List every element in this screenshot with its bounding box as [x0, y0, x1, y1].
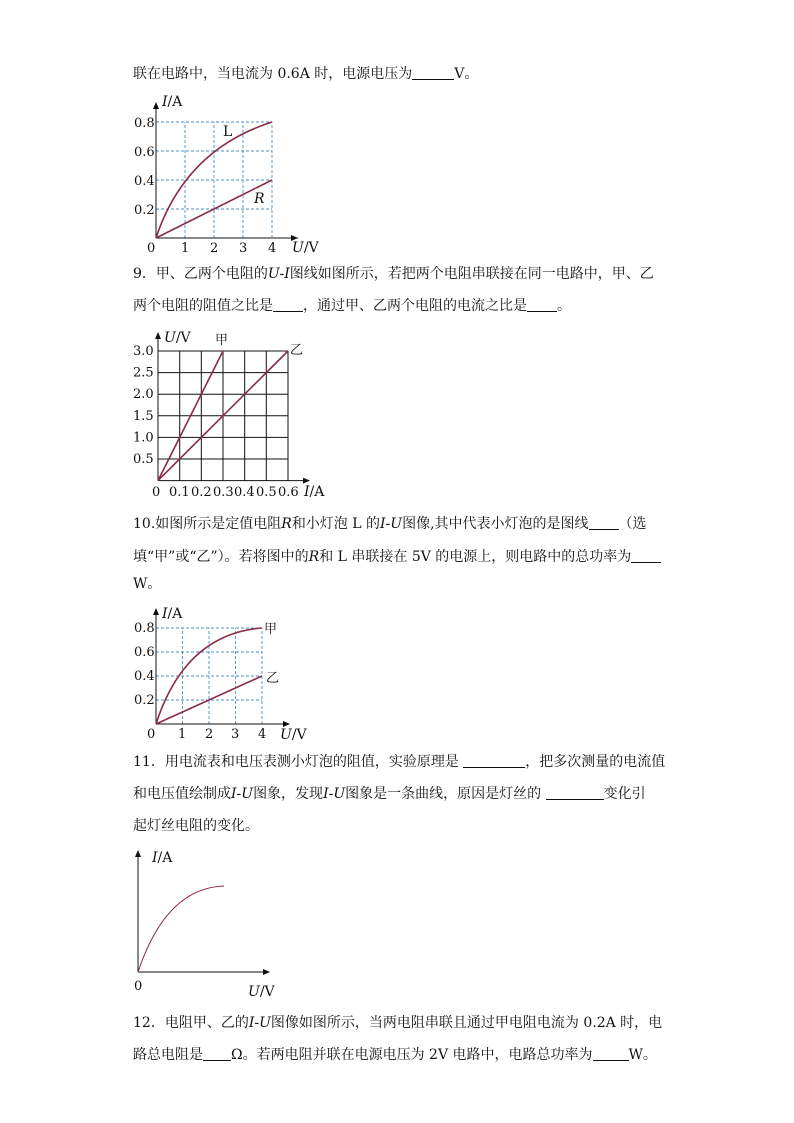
- fig2-x-arrow: [303, 478, 310, 484]
- q8-unit: V。: [454, 66, 479, 82]
- fig1-label-L: L: [223, 124, 233, 140]
- q9-ui: U-I: [267, 266, 290, 282]
- fig3-ytick: 0.8: [134, 621, 155, 636]
- fig4-xlabel: U/V: [248, 984, 275, 1000]
- fig4-origin: 0: [134, 979, 143, 994]
- fig1-xlabel: U/V: [292, 240, 319, 256]
- answer-blank[interactable]: [463, 753, 525, 768]
- answer-blank[interactable]: [546, 785, 604, 800]
- q9-line-2: [133, 296, 571, 316]
- q11-iu: I-U: [323, 786, 346, 802]
- q9-line-1: [133, 264, 654, 284]
- fig3-xtick: 1: [178, 727, 187, 742]
- answer-blank[interactable]: [203, 1046, 231, 1061]
- fig2-y-arrow: [155, 332, 161, 339]
- q11-text: 图象是一条曲线，原因是灯丝的: [345, 786, 542, 802]
- q10-line-3: [133, 574, 161, 594]
- fig3-xlabel: U/V: [280, 727, 307, 743]
- q12-iu: I-U: [248, 1015, 271, 1031]
- fig3-xtick: 3: [231, 727, 240, 742]
- fig3-grid: [156, 628, 262, 724]
- fig1-label-R: R: [254, 191, 265, 207]
- fig2-label-jia: 甲: [215, 333, 229, 348]
- fig2-xtick: 0.3: [213, 485, 234, 500]
- fig3-ylabel: I/A: [162, 606, 183, 622]
- q12-line-2: [133, 1045, 657, 1065]
- fig3-origin: 0: [147, 727, 156, 742]
- q12-line-1: [133, 1013, 662, 1033]
- q11-text: 和电压值绘制成: [133, 786, 231, 802]
- answer-blank[interactable]: [412, 65, 454, 80]
- q9-text: ，通过甲、乙两个电阻的电流之比是: [303, 298, 527, 314]
- fig1-xtick: 1: [181, 241, 190, 256]
- fig1-y-arrow: [153, 102, 159, 109]
- fig4-x-arrow: [263, 969, 270, 975]
- fig2-ylabel: U/V: [164, 330, 191, 346]
- figure-1-iu-graph: [130, 90, 330, 258]
- q12-text: 路总电阻是: [133, 1047, 203, 1063]
- q12-text: 12．电阻甲、乙的: [133, 1015, 249, 1031]
- fig1-ytick: 0.2: [134, 203, 155, 218]
- answer-blank[interactable]: [589, 515, 619, 530]
- q10-text: 和 L 串联接在 5V 的电源上，则电路中的总功率为: [319, 549, 632, 565]
- fig2-origin: 0: [152, 485, 161, 500]
- fig2-ytick: 2.5: [133, 365, 154, 381]
- fig2-xtick: 0.1: [169, 485, 190, 500]
- q10-line-2: [133, 547, 661, 567]
- fig2-xtick: 0.5: [256, 485, 277, 500]
- figure-2-ui-graph: [128, 328, 338, 504]
- q8-text: 联在电路中，当电流为 0.6A 时，电源电压为: [133, 66, 413, 82]
- fig3-ytick: 0.4: [134, 669, 155, 684]
- q11-text: 起灯丝电阻的变化。: [133, 818, 259, 834]
- fig1-origin: 0: [147, 241, 156, 256]
- answer-blank[interactable]: [273, 297, 303, 312]
- fig3-xtick: 2: [205, 727, 214, 742]
- fig3-y-arrow: [153, 608, 159, 615]
- fig2-ytick: 2.0: [133, 387, 154, 403]
- figure-4-iu-graph: [128, 846, 288, 1002]
- fig2-ytick: 1.0: [133, 430, 154, 446]
- fig4-curve: [138, 886, 224, 972]
- fig1-xtick: 2: [210, 241, 219, 256]
- fig2-ytick: 3.0: [133, 344, 154, 359]
- q9-text: 图线如图所示，若把两个电阻串联接在同一电路中，甲、乙: [289, 266, 654, 282]
- fig3-ytick: 0.2: [134, 693, 155, 708]
- answer-blank[interactable]: [593, 1046, 629, 1061]
- q10-iu: I-U: [380, 516, 403, 532]
- q10-text: W。: [133, 576, 162, 592]
- q11-iu: I-U: [231, 786, 254, 802]
- q9-text: 两个电阻的阻值之比是: [133, 298, 273, 314]
- fig4-axes: [138, 852, 268, 972]
- fig2-xtick: 0.2: [191, 485, 212, 500]
- fig3-xtick: 4: [258, 727, 267, 742]
- q11-text: 变化引: [603, 786, 646, 802]
- q11-line-1: [133, 752, 665, 772]
- fig1-xtick: 3: [239, 241, 248, 256]
- fig2-xtick: 0.4: [234, 485, 255, 500]
- fig2-ytick: 1.5: [133, 408, 154, 424]
- fig4-ylabel: I/A: [152, 850, 173, 866]
- q12-text: W。: [628, 1047, 657, 1063]
- q11-line-3: [133, 816, 259, 836]
- figure-3-iu-graph: [130, 604, 310, 752]
- fig2-ytick: 0.5: [133, 452, 154, 467]
- q8-tail-line: [133, 64, 478, 84]
- fig2-xtick: 0.6: [278, 485, 299, 500]
- q10-text: 10.如图所示是定值电阻: [133, 516, 282, 532]
- fig2-xlabel: I/A: [304, 484, 325, 500]
- q10-text: 填“甲”或“乙”）。若将图中的: [133, 549, 309, 565]
- q10-text: （选: [618, 516, 647, 532]
- fig3-label-yi: 乙: [266, 671, 280, 686]
- q11-text: ，把多次测量的电流值: [525, 754, 666, 770]
- q12-text: Ω。若两电阻并联在电源电压为 2V 电路中，电路总功率为: [231, 1047, 593, 1063]
- fig3-label-jia: 甲: [264, 622, 278, 637]
- fig1-ytick: 0.6: [134, 145, 155, 160]
- q11-text: 图象，发现: [253, 786, 324, 802]
- answer-blank[interactable]: [527, 297, 557, 312]
- q10-r: R: [281, 516, 292, 532]
- fig1-xtick: 4: [268, 241, 277, 256]
- answer-blank[interactable]: [631, 548, 661, 563]
- fig1-ytick: 0.8: [134, 116, 155, 131]
- q10-text: 和小灯泡 L 的: [291, 516, 381, 532]
- fig1-grid: [156, 122, 272, 238]
- fig3-ytick: 0.6: [134, 645, 155, 660]
- q10-line-1: [133, 514, 647, 534]
- fig1-ylabel: I/A: [162, 94, 183, 110]
- q12-text: 图像如图所示，当两电阻串联且通过甲电阻电流为 0.2A 时，电: [270, 1015, 663, 1031]
- fig1-ytick: 0.4: [134, 174, 155, 189]
- q11-text: 11．用电流表和电压表测小灯泡的阻值，实验原理是: [133, 754, 459, 770]
- fig4-y-arrow: [135, 850, 141, 857]
- q10-r: R: [308, 549, 320, 565]
- q11-line-2: [133, 784, 646, 804]
- q9-text: 。: [557, 298, 571, 314]
- q9-text: 9．甲、乙两个电阻的: [133, 266, 268, 282]
- q10-text: 图像,其中代表小灯泡的是图线: [402, 516, 589, 532]
- fig2-label-yi: 乙: [290, 343, 304, 358]
